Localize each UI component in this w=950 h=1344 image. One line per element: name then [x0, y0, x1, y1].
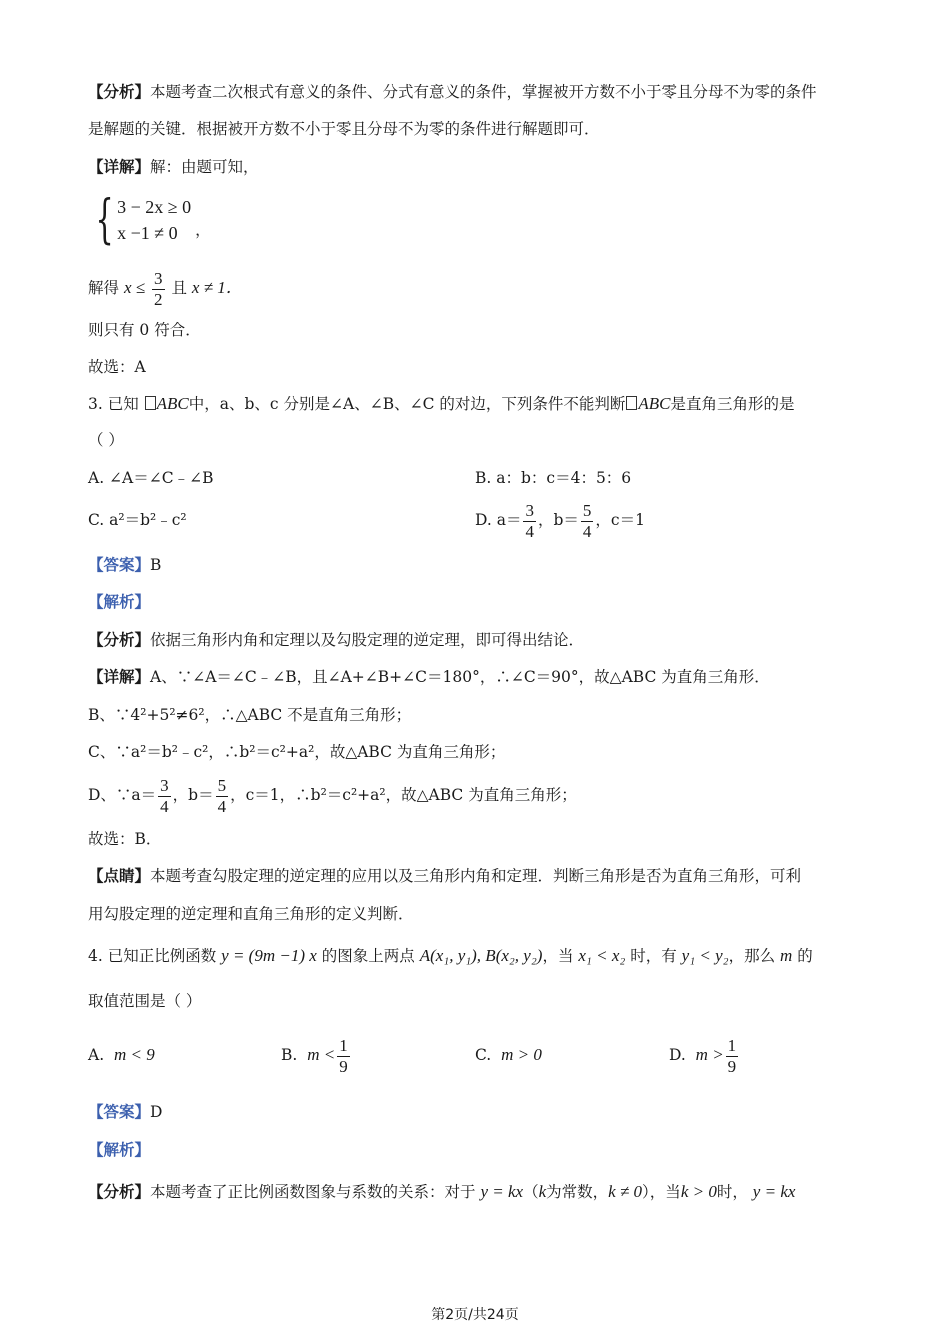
q4-stem-have: 时，有	[630, 947, 677, 965]
answer-tag: 【答案】	[88, 555, 151, 574]
q4-analysis-k0: k ≠ 0	[608, 1182, 643, 1201]
q3-opt-d-pre: D. a＝	[475, 511, 522, 529]
page-footer: 第2页/共24页	[431, 1307, 519, 1323]
solve-x: x ≤	[123, 278, 146, 297]
q4-stem-line-1	[88, 944, 813, 968]
q4-analysis-end: y = kx	[752, 1182, 796, 1201]
q3-option-a: A. ∠A＝∠C﹣∠B	[88, 469, 214, 487]
q3-detail-a: A、∵∠A＝∠C﹣∠B，且∠A+∠B+∠C＝180°，∴∠C＝90°，故△ABC 为直角三角形．	[150, 668, 770, 686]
frac-num: 3	[154, 268, 163, 288]
solve-pre: 解得	[88, 279, 120, 297]
q4-explain-line	[88, 1138, 150, 1162]
frac-num: 3	[525, 500, 534, 520]
q3-detail-d-mid: ，b＝	[172, 786, 214, 804]
q4-option-a	[88, 1032, 155, 1078]
q3-opt-d-tail: ，c＝1	[595, 511, 645, 529]
q4-cond1: x₁ < x₂	[578, 946, 626, 965]
frac-num: 5	[217, 775, 227, 795]
q3-stem-1c: 中，a、b、c 分别是∠A、∠B、∠C 的对边，下列条件不能判断	[188, 395, 626, 413]
q3-stem-1a: 3. 已知	[88, 395, 139, 413]
left-brace: {	[95, 190, 114, 250]
q3-comment-line-2: 用勾股定理的逆定理和直角三角形的定义判断．	[88, 905, 414, 923]
triangle-box-icon	[145, 396, 156, 410]
q4-opt-c-label: C.	[475, 1046, 492, 1064]
fraction-1-9	[337, 1036, 350, 1077]
analysis-tag: 【分析】	[88, 82, 151, 101]
q2-solution-line	[88, 268, 243, 310]
q4-analysis-k: k	[538, 1182, 547, 1201]
analysis-tag: 【分析】	[88, 1182, 151, 1201]
q2-inequality-system	[88, 190, 211, 250]
q3-analysis: 依据三角形内角和定理以及勾股定理的逆定理，即可得出结论．	[150, 631, 585, 649]
q3-detail-c: C、∵a²＝b²﹣c²，∴b²＝c²+a²，故△ABC 为直角三角形；	[88, 743, 506, 761]
q4-opt-c: m > 0	[501, 1045, 542, 1064]
comment-tag: 【点睛】	[88, 866, 151, 885]
triangle-box-icon	[626, 396, 637, 410]
q3-detail-d-tail: ，c＝1，∴b²＝c²+a²，故△ABC 为直角三角形；	[230, 786, 577, 804]
fraction-3-4	[158, 776, 171, 817]
q4-analysis-kpos: k > 0	[680, 1182, 717, 1201]
q3-answer-line	[88, 553, 161, 577]
q2-detail-lead: 解：由题可知，	[150, 158, 259, 176]
q4-opt-b-label: B.	[281, 1046, 298, 1064]
q3-comment-1: 本题考查勾股定理的逆定理的应用以及三角形内角和定理．判断三角形是否为直角三角形，可利	[150, 867, 802, 885]
q4-analysis-mid2: 为常数，	[546, 1183, 609, 1201]
q4-stem-de: 的	[797, 947, 813, 965]
frac-num: 1	[339, 1035, 348, 1055]
q3-analysis-line	[88, 628, 584, 652]
q4-stem-pre: 4. 已知正比例函数	[88, 947, 217, 965]
q4-analysis-mid1: （	[523, 1183, 539, 1201]
q4-stem-mid: 的图象上两点	[321, 947, 415, 965]
frac-num: 3	[160, 775, 169, 795]
fraction-3-4	[523, 501, 536, 542]
frac-den: 9	[727, 1056, 737, 1076]
q4-opt-b-pre: m <	[307, 1045, 336, 1064]
q3-stem-1e: 是直角三角形的是	[670, 395, 795, 413]
q4-opt-d-label: D.	[669, 1046, 686, 1064]
fraction-5-4	[216, 776, 229, 817]
q2-choose: 故选：A	[88, 358, 146, 376]
q3-stem-line-2: （ ）	[88, 431, 124, 449]
q4-analysis-mid4: 时，	[716, 1183, 748, 1201]
q2-only-zero: 则只有 0 符合．	[88, 321, 201, 339]
explain-tag: 【解析】	[88, 1140, 151, 1159]
q3-answer: B	[150, 556, 162, 574]
q4-cond2: y₁ < y₂	[681, 946, 729, 965]
q4-opt-a-label: A.	[88, 1046, 105, 1064]
q3-stem-1b: ABC	[156, 394, 189, 413]
frac-den: 4	[217, 796, 227, 816]
system-rows	[117, 194, 191, 246]
q4-stem-when: ，当	[542, 947, 574, 965]
q4-opt-d-pre: m >	[695, 1045, 724, 1064]
q3-stem-line-1	[88, 392, 795, 416]
q4-stem-line-2: 取值范围是（ ）	[88, 992, 202, 1010]
q2-analysis-text-1: 本题考查二次根式有意义的条件、分式有意义的条件，掌握被开方数不小于零且分母不为零的条件	[150, 83, 817, 101]
q3-detail-a-line	[88, 665, 770, 689]
q4-func: y = (9m −1) x	[221, 946, 317, 965]
q2-detail-line	[88, 155, 259, 179]
q4-points: A(x₁, y₁), B(x₂, y₂)	[419, 946, 543, 965]
q3-opt-d-mid: ，b＝	[537, 511, 579, 529]
detail-tag: 【详解】	[88, 667, 151, 686]
solve-and: 且	[171, 279, 187, 297]
q4-analysis-mid3: ），当	[642, 1183, 681, 1201]
q3-comment-line-1	[88, 864, 801, 888]
q3-choose: 故选：B．	[88, 830, 162, 848]
q3-option-b: B. a：b：c＝4：5：6	[475, 469, 632, 487]
q3-stem-1d: ABC	[638, 394, 671, 413]
frac-num: 1	[727, 1035, 737, 1055]
q4-answer-line	[88, 1100, 162, 1124]
answer-tag: 【答案】	[88, 1102, 151, 1121]
detail-tag: 【详解】	[88, 157, 151, 176]
q4-option-b	[281, 1032, 352, 1078]
q2-analysis-line-1	[88, 80, 817, 104]
q2-analysis-text-2: 是解题的关键．根据被开方数不小于零且分母不为零的条件进行解题即可．	[88, 120, 600, 138]
frac-den: 9	[339, 1056, 348, 1076]
q4-opt-a: m < 9	[113, 1045, 155, 1064]
frac-den: 4	[160, 796, 169, 816]
q4-analysis-pre: 本题考查了正比例函数图象与系数的关系：对于	[150, 1183, 476, 1201]
q3-detail-d-line	[88, 772, 577, 818]
q3-detail-b: B、∵4²+5²≠6²，∴△ABC 不是直角三角形；	[88, 706, 412, 724]
q4-stem-tail: ，那么	[728, 947, 776, 965]
q4-var-m: m	[780, 946, 793, 965]
q4-option-d	[669, 1032, 740, 1078]
q3-option-d	[475, 496, 645, 544]
system-tail: ，	[195, 221, 211, 239]
system-row-2: x −1 ≠ 0	[117, 223, 178, 243]
frac-den: 2	[154, 289, 163, 309]
analysis-tag: 【分析】	[88, 630, 151, 649]
q4-analysis-line	[88, 1180, 795, 1204]
fraction-5-4	[581, 501, 594, 542]
q2-analysis-line-2	[88, 117, 600, 141]
q3-option-c: C. a²＝b²﹣c²	[88, 511, 187, 529]
q4-answer: D	[150, 1103, 163, 1121]
q3-detail-d-pre: D、∵a＝	[88, 786, 157, 804]
q4-option-c	[475, 1032, 542, 1078]
system-row-1: 3 − 2x ≥ 0	[117, 197, 192, 217]
fraction-1-9	[726, 1036, 739, 1077]
q3-explain-line	[88, 590, 150, 614]
frac-den: 4	[525, 521, 534, 541]
q4-analysis-func: y = kx	[480, 1182, 524, 1201]
frac-den: 4	[582, 521, 592, 541]
solve-tail: x ≠ 1．	[191, 278, 243, 297]
frac-num: 5	[582, 500, 592, 520]
explain-tag: 【解析】	[88, 592, 151, 611]
fraction-3-2	[152, 269, 165, 310]
